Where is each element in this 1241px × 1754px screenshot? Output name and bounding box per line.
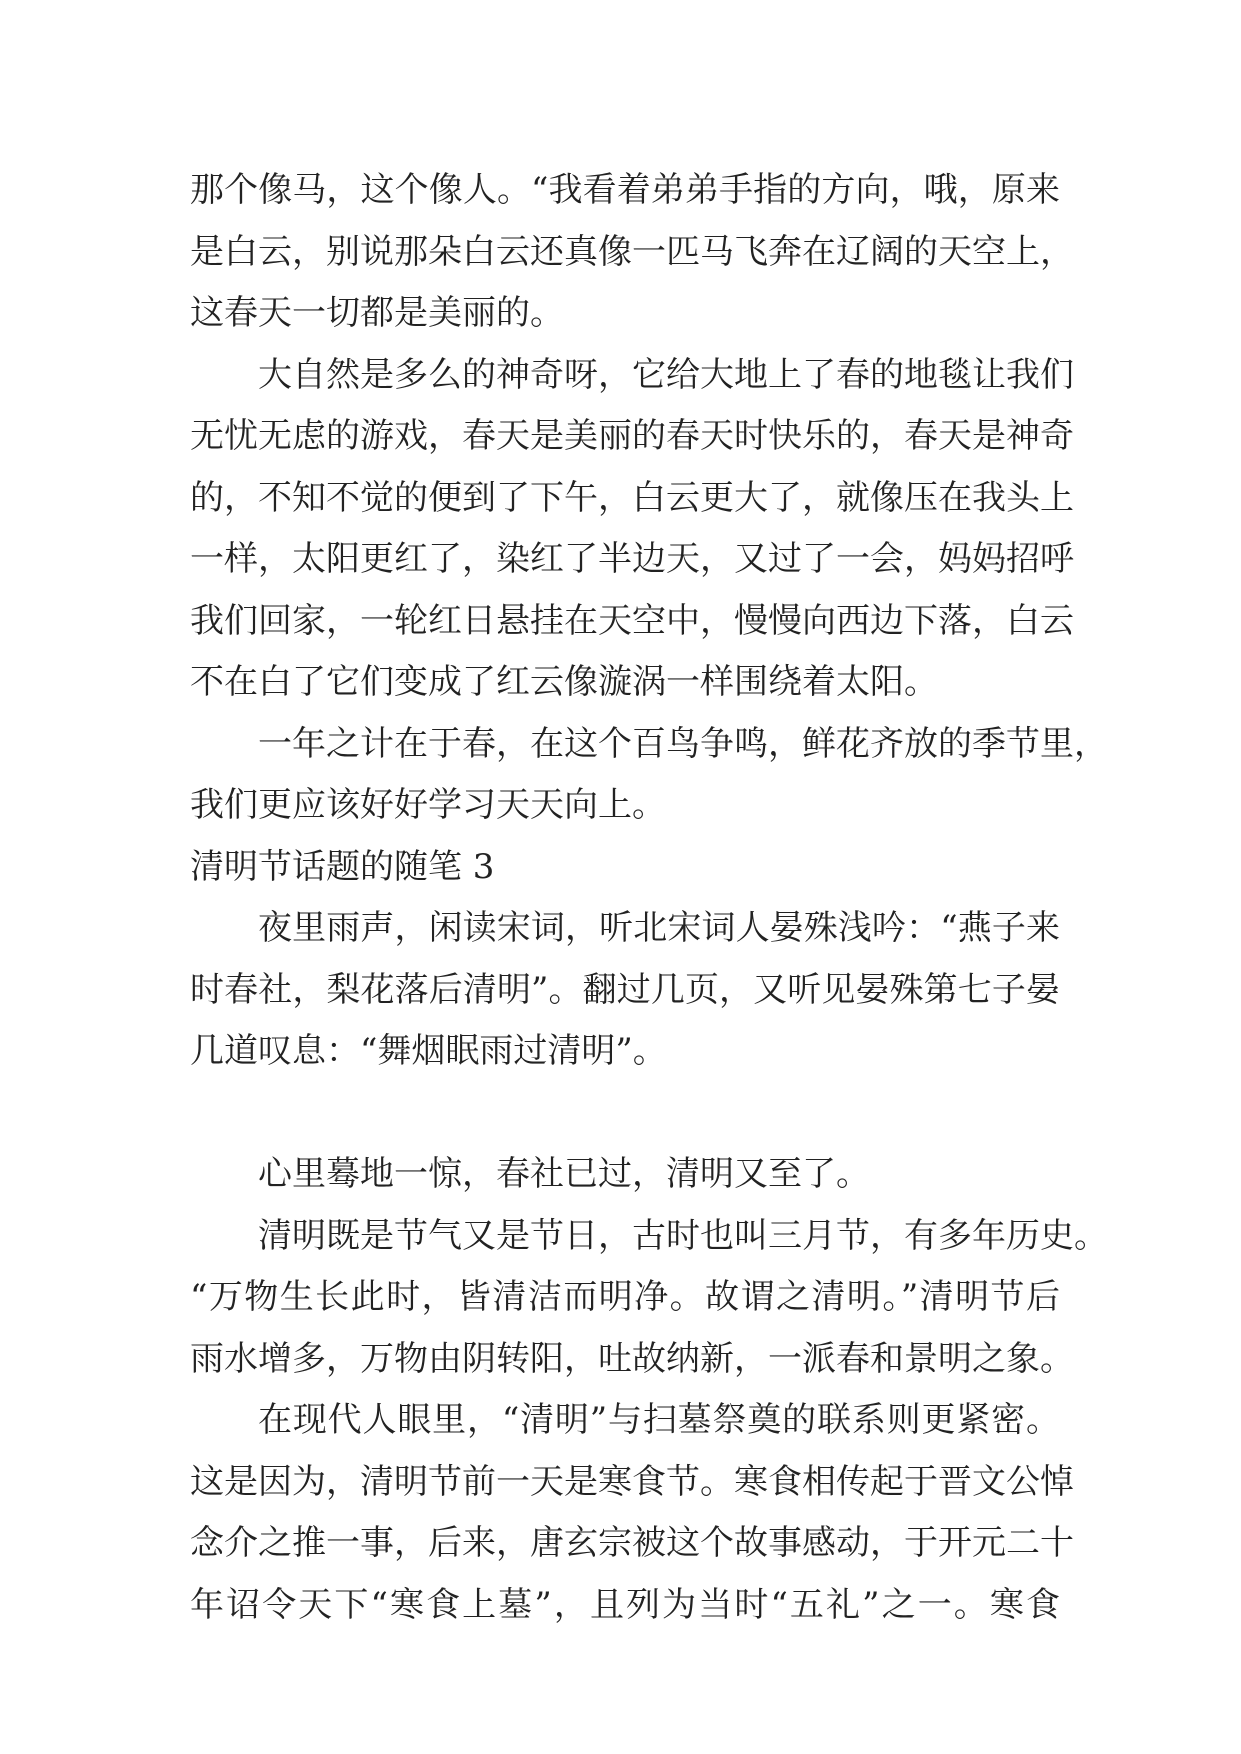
text-line: 的，不知不觉的便到了下午，白云更大了，就像压在我头上 — [190, 477, 1074, 518]
text-line: 清明既是节气又是节日，古时也叫三月节，有多年历史。 — [258, 1215, 1108, 1256]
paragraph — [190, 898, 1060, 1083]
blank-line — [190, 1083, 1060, 1145]
text-line: 雨水增多，万物由阴转阳，吐故纳新，一派春和景明之象。 — [190, 1338, 1074, 1379]
text-line: 念介之推一事，后来，唐玄宗被这个故事感动，于开元二十 — [190, 1523, 1074, 1563]
text-line: “万物生长此时，皆清洁而明净。故谓之清明。”清明节后 — [190, 1277, 1060, 1317]
text-line: 在现代人眼里，“清明”与扫墓祭奠的联系则更紧密。 — [258, 1400, 1060, 1440]
text-line: 一样，太阳更红了，染红了半边天，又过了一会，妈妈招呼 — [190, 539, 1074, 579]
text-line: 大自然是多么的神奇呀，它给大地上了春的地毯让我们 — [258, 354, 1074, 395]
paragraph — [190, 1390, 1074, 1636]
document-body — [190, 160, 1108, 1636]
text-line: 夜里雨声，闲读宋词，听北宋词人晏殊浅吟：“燕子来 — [258, 908, 1060, 948]
text-line: 不在白了它们变成了红云像漩涡一样围绕着太阳。 — [190, 662, 938, 702]
section-heading — [190, 837, 1060, 899]
text-line: 那个像马，这个像人。“我看着弟弟手指的方向，哦，原来 — [190, 170, 1060, 210]
text-line: 无忧无虑的游戏，春天是美丽的春天时快乐的，春天是神奇 — [190, 416, 1074, 456]
text-line: 我们回家，一轮红日悬挂在天空中，慢慢向西边下落，白云 — [190, 600, 1074, 641]
heading-text: 清明节话题的随笔 3 — [190, 846, 495, 887]
text-line: 年诏令天下“寒食上墓”，且列为当时“五礼”之一。寒食 — [190, 1584, 1060, 1625]
text-line: 这春天一切都是美丽的。 — [190, 293, 564, 333]
text-line: 时春社，梨花落后清明”。翻过几页，又听见晏殊第七子晏 — [190, 969, 1060, 1010]
paragraph — [190, 160, 1074, 345]
paragraph — [190, 1144, 1060, 1206]
paragraph — [190, 714, 1108, 837]
text-line: 一年之计在于春，在这个百鸟争鸣，鲜花齐放的季节里， — [258, 723, 1108, 764]
paragraph — [190, 1206, 1108, 1391]
text-line: 是白云，别说那朵白云还真像一匹马飞奔在辽阔的天空上， — [190, 231, 1074, 272]
paragraph — [190, 345, 1074, 714]
text-line: 几道叹息：“舞烟眠雨过清明”。 — [190, 1031, 667, 1071]
text-line: 这是因为，清明节前一天是寒食节。寒食相传起于晋文公悼 — [190, 1461, 1074, 1502]
text-line: 我们更应该好好学习天天向上。 — [190, 785, 666, 825]
text-line: 心里蓦地一惊，春社已过，清明又至了。 — [258, 1154, 870, 1194]
